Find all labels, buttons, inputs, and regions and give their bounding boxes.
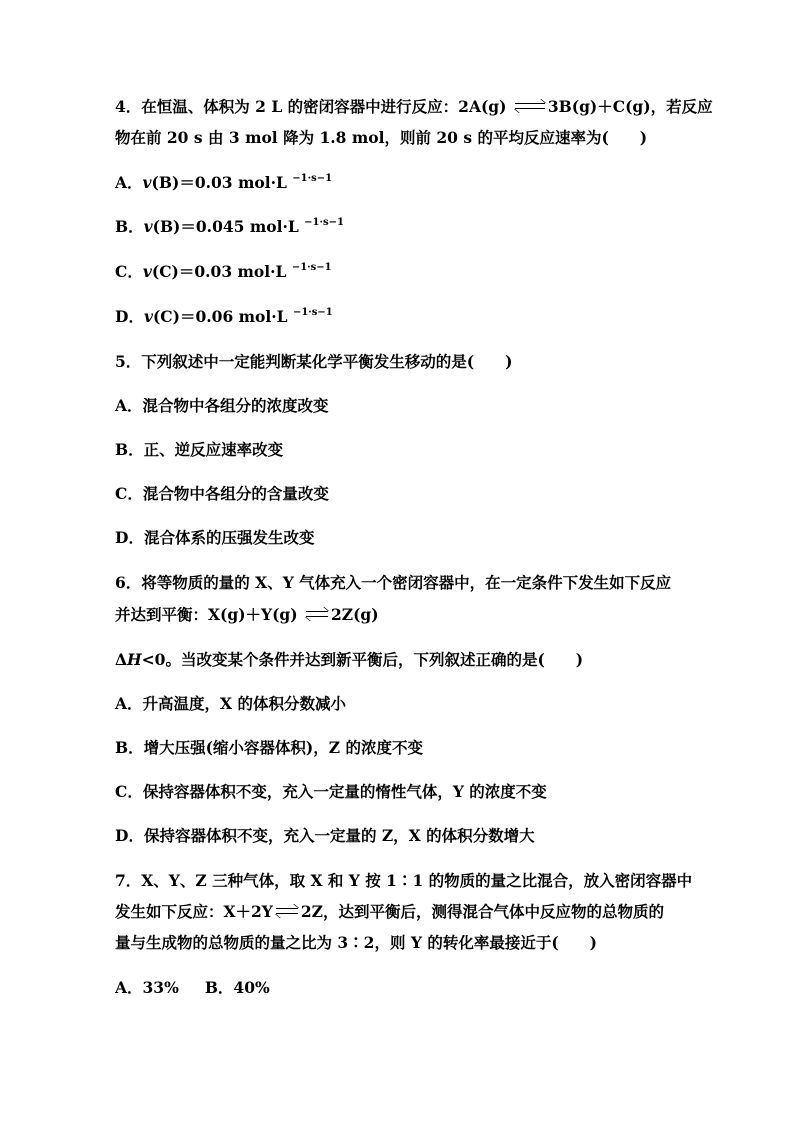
q7-option-b: B．40%: [204, 978, 270, 997]
q4-line-1: [115, 97, 713, 117]
q5-option-c: C．混合物中各组分的含量改变: [115, 484, 329, 503]
q7-options-row: [115, 978, 270, 998]
q4-line-2: 物在前 20 s 由 3 mol 降为 1.8 mol，则前 20 s 的平均反应速率为( ): [115, 128, 648, 147]
q4-option-c: C．v(C)＝0.03 mol·L $^{-1\cdot s-1}$: [115, 262, 332, 281]
q5-stem: 5．下列叙述中一定能判断某化学平衡发生移动的是( ): [115, 352, 513, 371]
q7-line-2: 发生如下反应：X＋2Y 2Z，达到平衡后，测得混合气体中反应物的总物质的: [115, 902, 664, 921]
q4-stem-part-1: 4．在恒温、体积为 2 L 的密闭容器中进行反应：2A(g): [115, 97, 512, 116]
q5-option-b: B．正、逆反应速率改变: [115, 440, 284, 459]
q5-option-a: A．混合物中各组分的浓度改变: [115, 396, 329, 415]
q6-option-b: B．增大压强(缩小容器体积)，Z 的浓度不变: [115, 738, 423, 757]
q6-option-d: D．保持容器体积不变，充入一定量的 Z，X 的体积分数增大: [115, 826, 535, 845]
q4-option-d: D．v(C)＝0.06 mol·L $^{-1\cdot s-1}$: [115, 307, 333, 326]
q7-line-1: 7．X、Y、Z 三种气体，取 X 和 Y 按 1∶1 的物质的量之比混合，放入密闭容器中: [115, 871, 693, 890]
equilibrium-arrow-icon: [513, 99, 547, 113]
q4-option-a: A．v(B)＝0.03 mol·L $^{-1\cdot s-1}$: [115, 173, 333, 192]
q7-option-a: A．33%: [115, 978, 179, 997]
q6-line-2: 并达到平衡：X(g)＋Y(g) 2Z(g): [115, 605, 379, 624]
q4-option-b: B．v(B)＝0.045 mol·L $^{-1\cdot s-1}$: [115, 217, 344, 236]
q4-stem-part-2: 3B(g)＋C(g)，若反应: [547, 97, 713, 116]
equilibrium-arrow-icon: [304, 607, 330, 621]
q6-line-3: ΔH<0。当改变某个条件并达到新平衡后，下列叙述正确的是( ): [115, 650, 584, 669]
q7-line-3: 量与生成物的总物质的量之比为 3∶2，则 Y 的转化率最接近于( ): [115, 933, 597, 952]
q6-option-a: A．升高温度，X 的体积分数减小: [115, 694, 346, 713]
q6-option-c: C．保持容器体积不变，充入一定量的惰性气体，Y 的浓度不变: [115, 782, 547, 801]
q5-option-d: D．混合体系的压强发生改变: [115, 528, 315, 547]
equilibrium-arrow-icon: [274, 904, 300, 918]
q6-line-1: 6．将等物质的量的 X、Y 气体充入一个密闭容器中，在一定条件下发生如下反应: [115, 573, 672, 592]
